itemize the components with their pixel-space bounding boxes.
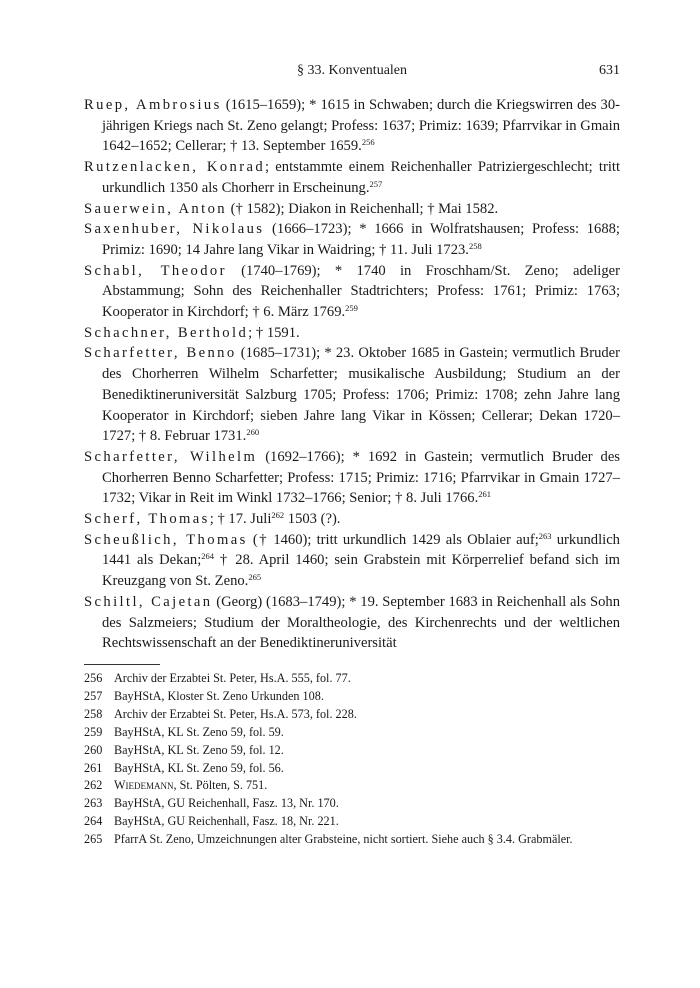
footnote-list xyxy=(84,670,620,849)
footnote-author: Wiedemann xyxy=(114,778,174,793)
footnote-ref: 265 xyxy=(248,572,262,583)
footnote-citation: , St. Pölten, S. 751. xyxy=(173,778,268,793)
footnote-text: PfarrA St. Zeno, Umzeichnungen alter Grabsteine, nicht sortiert. Siehe auch § 3.4. Grabmäler. xyxy=(114,832,573,847)
footnote-number: 265 xyxy=(84,832,103,847)
footnote-text: Archiv der Erzabtei St. Peter, Hs.A. 555, fol. 77. xyxy=(114,671,351,685)
entry-name: Ruep, Ambrosius xyxy=(84,97,222,113)
footnote xyxy=(84,742,620,760)
footnote-text: BayHStA, KL St. Zeno 59, fol. 12. xyxy=(114,742,284,757)
footnote xyxy=(84,706,620,724)
footnote-number: 257 xyxy=(84,688,103,703)
footnote-text xyxy=(114,777,620,795)
entry-name: Scharfetter, Benno xyxy=(84,345,237,362)
footnote-ref: 263 xyxy=(538,530,552,541)
entry xyxy=(84,199,620,220)
footnote-number: 256 xyxy=(84,671,103,685)
entry-text: ; entstammte einem Reichenhaller Patriziergeschlecht; tritt urkundlich 1350 als Chorherr in Erscheinung. xyxy=(102,159,621,196)
footnote-number: 259 xyxy=(84,724,103,739)
entry-text: (Georg) (1683–1749); * 19. September 1683 in Reichenhall als Sohn des Salzmeiers; Studium der Moraltheologie, des Kirchenrechts und der weltlichen Rechtswissenschaft an der Benediktineruniversität xyxy=(102,593,620,652)
entry-text: ; † 17. Juli xyxy=(209,511,272,528)
page-number: 631 xyxy=(599,63,620,78)
footnote xyxy=(84,777,620,795)
footnote xyxy=(84,670,620,688)
entry-name: Scheußlich, Thomas xyxy=(84,531,248,548)
entry xyxy=(84,323,620,344)
entry-name: Sauerwein, Anton xyxy=(84,200,227,217)
entry-list xyxy=(84,95,620,654)
footnote-number: 264 xyxy=(84,814,103,829)
entry-text: (1692–1766); * 1692 in Gastein; vermutlich Bruder des Chorherren Benno Scharfetter; Profess: 1715; Primiz: 1716; Pfarrvikar in Gmain 1727–1732; Vikar in Reit im Winkl 1732–1766; Senior; † 8. Juli 1766. xyxy=(102,448,620,507)
entry xyxy=(84,219,620,260)
footnote xyxy=(84,724,620,742)
footnote xyxy=(84,688,620,706)
footnote xyxy=(84,813,620,831)
footnote-text: Archiv der Erzabtei St. Peter, Hs.A. 573, fol. 228. xyxy=(114,706,357,721)
entry-text: († 1460); tritt urkundlich 1429 als Oblaier auf; xyxy=(247,531,539,548)
entry xyxy=(84,509,620,530)
footnote-number: 262 xyxy=(84,778,103,793)
entry xyxy=(84,343,620,447)
entry xyxy=(84,592,620,654)
entry-text: 1503 (?). xyxy=(284,511,341,528)
entry xyxy=(84,157,620,198)
entry-name: Scharfetter, Wilhelm xyxy=(84,448,258,465)
footnote-ref: 262 xyxy=(271,510,285,521)
footnote-ref: 259 xyxy=(345,303,358,314)
footnote-number: 260 xyxy=(84,742,103,757)
footnote-text: BayHStA, GU Reichenhall, Fasz. 13, Nr. 170. xyxy=(114,796,339,811)
footnote-text: BayHStA, KL St. Zeno 59, fol. 56. xyxy=(114,760,284,775)
running-header xyxy=(84,63,620,83)
entry xyxy=(84,95,620,157)
entry-name: Scherf, Thomas xyxy=(84,511,210,528)
footnote-number: 263 xyxy=(84,796,103,811)
section-title: § 33. Konventualen xyxy=(296,63,408,78)
entry-name: Schabl, Theodor xyxy=(84,262,227,279)
footnote-text: BayHStA, Kloster St. Zeno Urkunden 108. xyxy=(114,688,324,703)
entry-text: (1740–1769); * 1740 in Froschham/St. Zeno; adeliger Abstammung; Sohn des Reichenhaller Stadtrichters; Profess: 1761; Primiz: 1763; Kooperator in Kirchdorf; † 6. März 1769. xyxy=(102,262,620,321)
footnote xyxy=(84,795,620,813)
footnote-ref: 256 xyxy=(361,137,375,148)
footnote-text: BayHStA, KL St. Zeno 59, fol. 59. xyxy=(114,724,284,739)
footnote-number: 261 xyxy=(84,760,103,775)
footnote-number: 258 xyxy=(84,706,103,721)
entry-text: (1615–1659); * 1615 in Schwaben; durch die Kriegswirren des 30-jährigen Kriegs nach St. Zeno gelangt; Profess: 1637; Primiz: 1639; Pfarrvikar in Gmain 1642–1652; Cellerar; † 13. September 1659. xyxy=(102,97,620,155)
footnote-ref: 257 xyxy=(369,178,383,189)
entry-name: Schachner, Berthold xyxy=(84,324,249,341)
entry xyxy=(84,530,620,592)
footnote-ref: 258 xyxy=(468,240,482,251)
entry-text: ; † 1591. xyxy=(248,324,300,341)
footnote-ref: 264 xyxy=(201,551,215,562)
footnote-ref: 261 xyxy=(478,489,491,500)
footnote xyxy=(84,760,620,778)
entry-text: (1666–1723); * 1666 in Wolfratshausen; Profess: 1688; Primiz: 1690; 14 Jahre lang Vikar in Waidring; † 11. Juli 1723. xyxy=(102,221,620,258)
footnote-divider xyxy=(84,664,160,665)
entry-text: urkundlich 1441 als Dekan; xyxy=(102,531,620,569)
entry-text: (1685–1731); * 23. Oktober 1685 in Gastein; vermutlich Bruder des Chorherren Wilhelm Scharfetter; musikalische Ausbildung; Studium an der Benediktineruniversität Salzburg 1705; Profess: 1706; Primiz: 1708; zehn Jahre lang Kooperator in Kirchdorf; sieben Jahre lang Vikar in Kössen; Cellerar; Dekan 1720–1727; † 8. Februar 1731. xyxy=(102,345,621,445)
entry-name: Saxenhuber, Nikolaus xyxy=(84,221,265,238)
entry-name: Schiltl, Cajetan xyxy=(84,593,213,610)
entry-name: Rutzenlacken, Konrad xyxy=(84,159,266,176)
entry-text: † 28. April 1460; sein Grabstein mit Körperrelief befand sich im Kreuzgang von St. Zeno. xyxy=(102,552,620,590)
entry xyxy=(84,447,620,509)
entry xyxy=(84,261,620,323)
entry-text: († 1582); Diakon in Reichenhall; † Mai 1582. xyxy=(226,200,499,217)
footnote xyxy=(84,831,620,849)
footnote-ref: 260 xyxy=(246,427,260,438)
footnote-text: BayHStA, GU Reichenhall, Fasz. 18, Nr. 221. xyxy=(114,814,339,829)
